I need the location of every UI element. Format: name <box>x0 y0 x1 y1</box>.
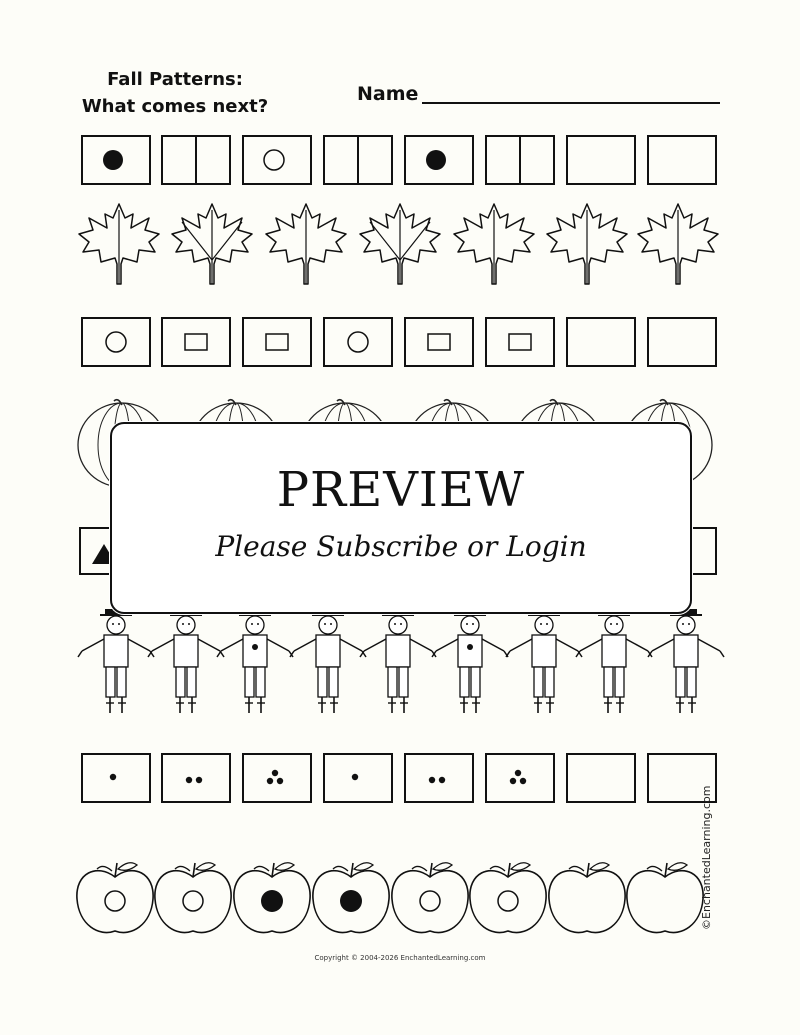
open-square <box>509 334 531 350</box>
counting-box <box>567 754 635 802</box>
apple-icon <box>155 863 231 933</box>
title-line-1: Fall Patterns: <box>107 69 243 90</box>
apple-icon <box>470 863 546 933</box>
maple-leaf-icon <box>266 204 346 284</box>
open-circle <box>106 332 126 352</box>
maple-leaf-icon <box>360 204 440 284</box>
counting-box <box>243 754 311 802</box>
scarecrow-icon <box>217 609 293 713</box>
open-circle <box>183 891 203 911</box>
maple-leaf-icon <box>454 204 534 284</box>
count-dot <box>352 774 358 780</box>
open-circle <box>420 891 440 911</box>
row-dot-boxes <box>0 130 800 192</box>
apple-icon <box>234 863 310 933</box>
counting-box <box>486 754 554 802</box>
maple-leaf-icon <box>79 204 159 284</box>
counting-box <box>82 754 150 802</box>
scarecrow-icon <box>506 609 582 713</box>
open-square <box>428 334 450 350</box>
dot-box <box>567 136 635 184</box>
open-square <box>266 334 288 350</box>
dot-box <box>486 136 554 184</box>
shape-box <box>243 318 311 366</box>
dot-box <box>405 136 473 184</box>
row-maple-leaves <box>0 200 800 290</box>
worksheet-title <box>80 66 270 120</box>
shape-box <box>82 318 150 366</box>
count-dot <box>429 777 435 783</box>
scarecrow-icon <box>290 609 366 713</box>
apple-icon <box>313 863 389 933</box>
preview-overlay[interactable] <box>110 422 692 614</box>
shape-box <box>405 318 473 366</box>
dot-box <box>648 136 716 184</box>
copyright: Copyright © 2004-2026 EnchantedLearning.com <box>314 954 486 962</box>
shape-box <box>162 318 230 366</box>
row-scarecrows <box>0 605 800 725</box>
row-apples <box>0 855 800 940</box>
count-dot <box>439 777 445 783</box>
shape-box <box>324 318 392 366</box>
shape-box <box>486 318 554 366</box>
preview-login-prompt[interactable]: Please Subscribe or Login <box>215 530 587 563</box>
open-circle <box>348 332 368 352</box>
dot-box <box>162 136 230 184</box>
maple-leaf-icon <box>172 204 252 284</box>
row-counting-boxes <box>0 748 800 810</box>
filled-dot <box>426 150 446 170</box>
apple-icon <box>392 863 468 933</box>
counting-box <box>162 754 230 802</box>
counting-box <box>324 754 392 802</box>
apple-icon <box>627 863 703 933</box>
filled-circle <box>340 890 362 912</box>
shirt-dot <box>467 644 473 650</box>
apple-icon <box>77 863 153 933</box>
filled-dot <box>103 150 123 170</box>
count-dot <box>277 778 283 784</box>
count-dot <box>196 777 202 783</box>
count-dot <box>110 774 116 780</box>
count-dot <box>272 770 278 776</box>
scarecrow-icon <box>78 609 154 713</box>
open-circle <box>498 891 518 911</box>
count-dot <box>515 770 521 776</box>
open-dot <box>264 150 284 170</box>
open-circle <box>105 891 125 911</box>
dot-box <box>324 136 392 184</box>
filled-circle <box>261 890 283 912</box>
scarecrow-icon <box>648 609 724 713</box>
name-label: Name <box>357 83 419 105</box>
dot-box <box>243 136 311 184</box>
title-line-2: What comes next? <box>81 96 269 117</box>
dot-box <box>82 136 150 184</box>
shape-box <box>648 318 716 366</box>
preview-title: PREVIEW <box>276 462 526 518</box>
scarecrow-icon <box>576 609 652 713</box>
scarecrow-icon <box>360 609 436 713</box>
scarecrow-icon <box>432 609 508 713</box>
count-dot <box>510 778 516 784</box>
count-dot <box>520 778 526 784</box>
maple-leaf-icon <box>547 204 627 284</box>
apple-icon <box>549 863 625 933</box>
counting-box <box>405 754 473 802</box>
side-credit: ©EnchantedLearning.com <box>700 785 713 930</box>
open-square <box>185 334 207 350</box>
scarecrow-icon <box>148 609 224 713</box>
row-shape-boxes <box>0 312 800 372</box>
name-blank-line <box>422 102 720 104</box>
count-dot <box>267 778 273 784</box>
maple-leaf-icon <box>638 204 718 284</box>
shape-box <box>567 318 635 366</box>
count-dot <box>186 777 192 783</box>
shirt-dot <box>252 644 258 650</box>
